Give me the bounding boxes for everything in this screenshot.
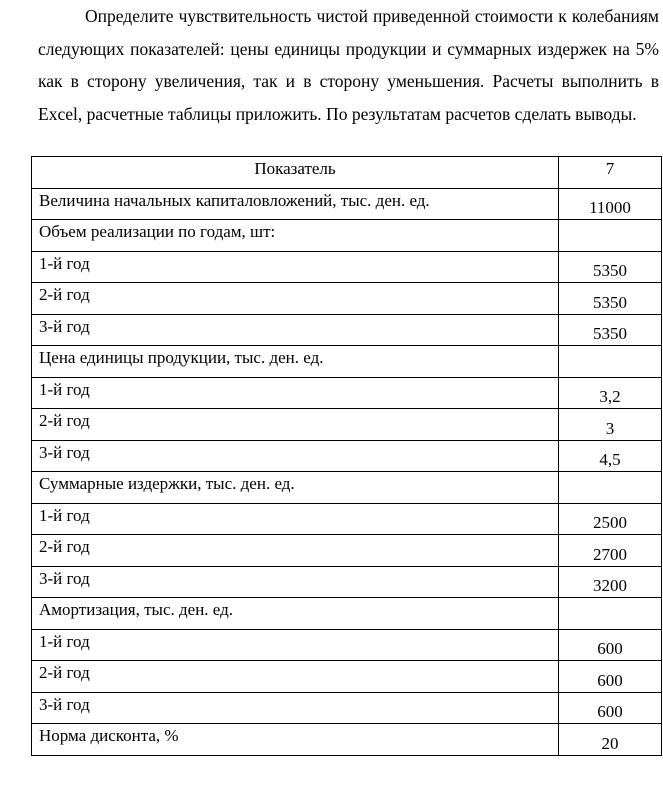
row-label: 1-й год xyxy=(32,629,559,661)
table-row xyxy=(32,440,662,472)
row-label: Суммарные издержки, тыс. ден. ед. xyxy=(32,472,559,504)
table-row xyxy=(32,377,662,409)
table-row xyxy=(32,535,662,567)
table-header-row xyxy=(32,157,662,189)
row-label: 2-й год xyxy=(32,283,559,315)
row-value: 600 xyxy=(559,661,662,693)
row-value: 4,5 xyxy=(559,440,662,472)
row-value xyxy=(559,220,662,252)
row-value: 2500 xyxy=(559,503,662,535)
row-label: 2-й год xyxy=(32,409,559,441)
table-row xyxy=(32,598,662,630)
row-value: 600 xyxy=(559,629,662,661)
table-row xyxy=(32,220,662,252)
table-row xyxy=(32,346,662,378)
row-label: 3-й год xyxy=(32,440,559,472)
table-row xyxy=(32,661,662,693)
table-row xyxy=(32,283,662,315)
parameters-table xyxy=(31,156,662,756)
row-value: 3,2 xyxy=(559,377,662,409)
table-row xyxy=(32,724,662,756)
row-label: 3-й год xyxy=(32,566,559,598)
row-value: 20 xyxy=(559,724,662,756)
row-value: 600 xyxy=(559,692,662,724)
row-value: 5350 xyxy=(559,283,662,315)
row-label: 3-й год xyxy=(32,692,559,724)
table-row xyxy=(32,629,662,661)
table-row xyxy=(32,314,662,346)
row-label: 3-й год xyxy=(32,314,559,346)
row-label: Цена единицы продукции, тыс. ден. ед. xyxy=(32,346,559,378)
row-value xyxy=(559,346,662,378)
row-value: 11000 xyxy=(559,188,662,220)
row-label: 1-й год xyxy=(32,251,559,283)
task-paragraph: Определите чувствительность чистой приведенной стоимости к колебаниям следующих показателей: цены единицы продукции и суммарных издержек на 5% как в сторону увеличения, так и в сторону уменьшения. Расчеты выполнить в Excel, расчетные таблицы приложить. По результатам расчетов сделать выводы. xyxy=(38,6,659,124)
row-label: 2-й год xyxy=(32,535,559,567)
row-value: 3 xyxy=(559,409,662,441)
row-label: Норма дисконта, % xyxy=(32,724,559,756)
header-variant: 7 xyxy=(559,157,662,189)
row-value: 2700 xyxy=(559,535,662,567)
row-label: Объем реализации по годам, шт: xyxy=(32,220,559,252)
table-row xyxy=(32,188,662,220)
table-row xyxy=(32,692,662,724)
row-label: 1-й год xyxy=(32,503,559,535)
row-label: 1-й год xyxy=(32,377,559,409)
table-row xyxy=(32,566,662,598)
row-label: 2-й год xyxy=(32,661,559,693)
row-value xyxy=(559,472,662,504)
header-indicator: Показатель xyxy=(32,157,559,189)
row-value: 5350 xyxy=(559,314,662,346)
table-row xyxy=(32,503,662,535)
row-value: 3200 xyxy=(559,566,662,598)
table-row xyxy=(32,251,662,283)
table-row xyxy=(32,409,662,441)
row-label: Величина начальных капиталовложений, тыс. ден. ед. xyxy=(32,188,559,220)
row-value xyxy=(559,598,662,630)
row-value: 5350 xyxy=(559,251,662,283)
table-row xyxy=(32,472,662,504)
row-label: Амортизация, тыс. ден. ед. xyxy=(32,598,559,630)
